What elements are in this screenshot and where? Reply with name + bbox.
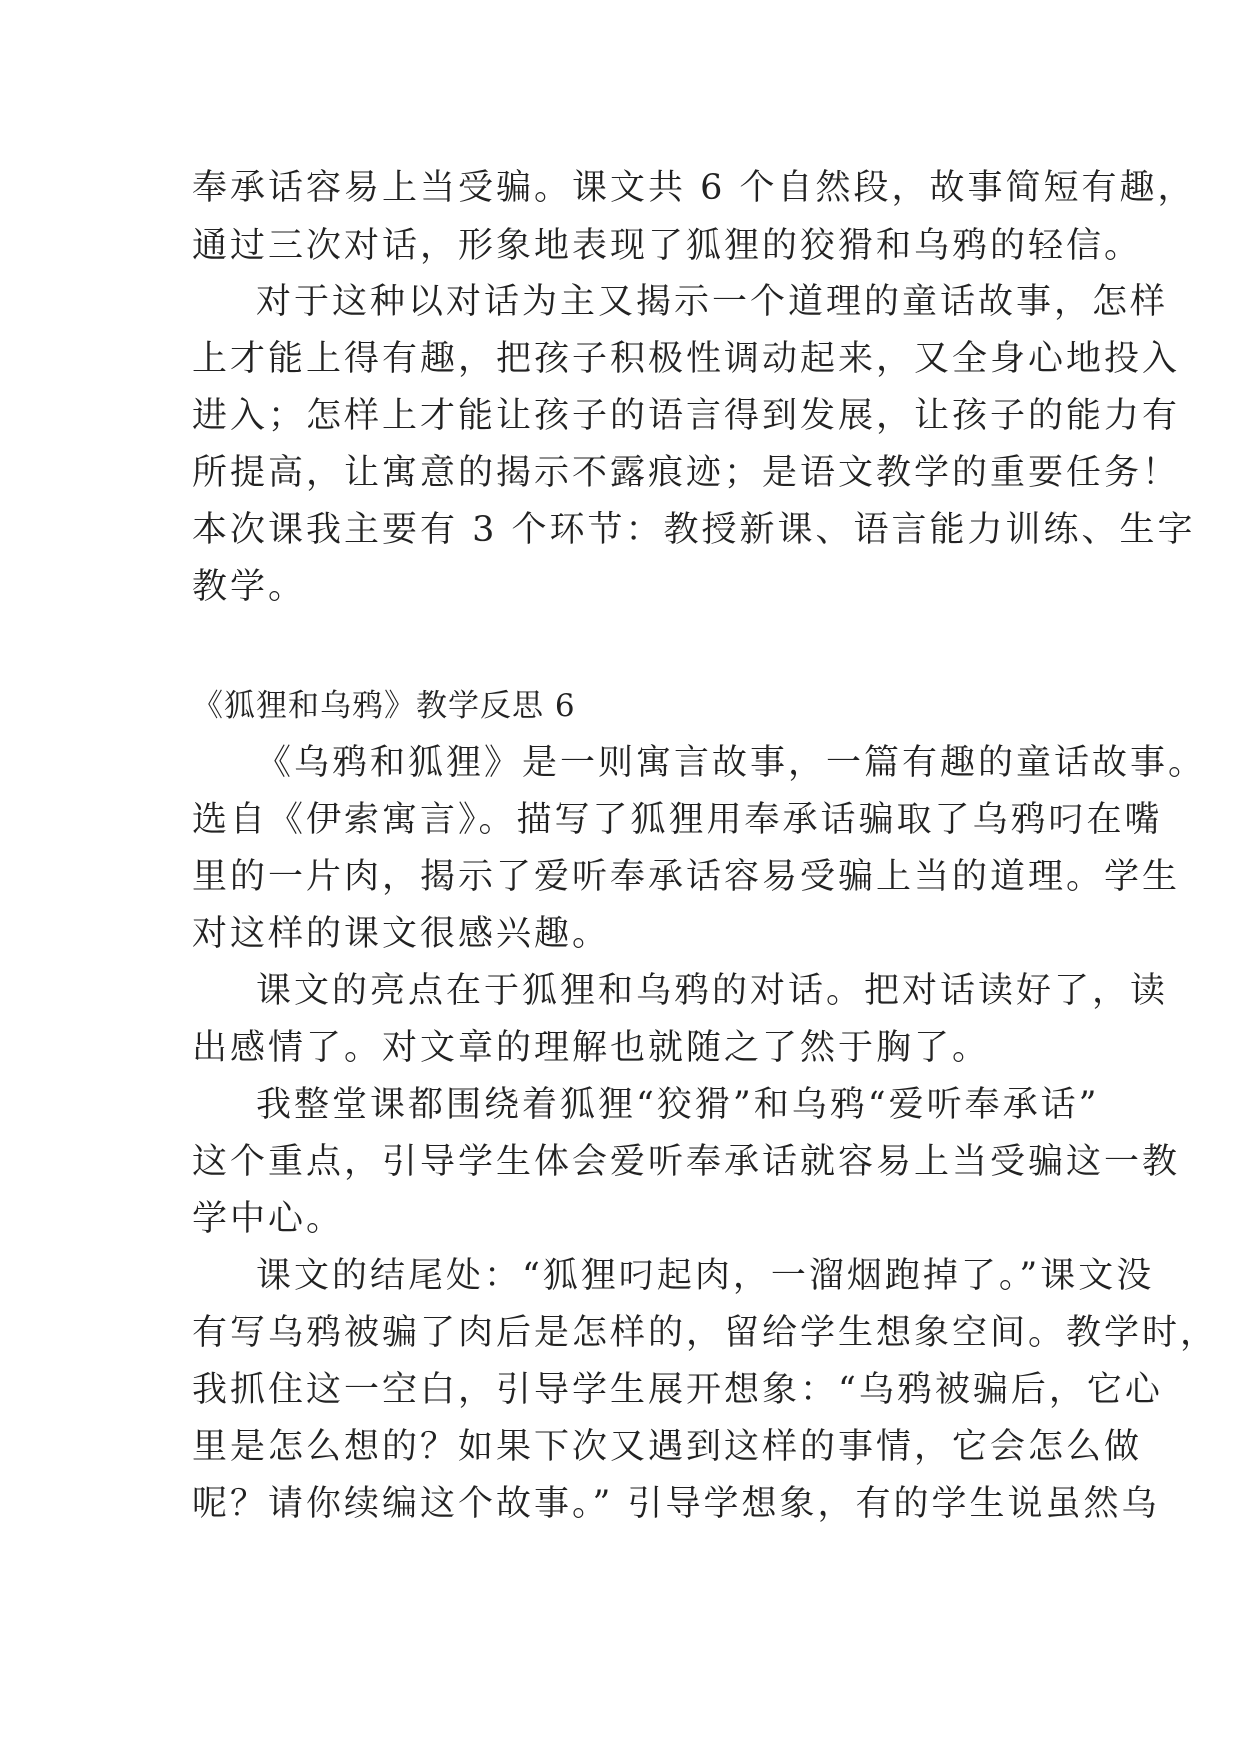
paragraph-3-line-2: 选自《伊索寓言》。描写了狐狸用奉承话骗取了乌鸦叼在嘴 <box>192 800 1163 840</box>
paragraph-5-line-2: 这个重点，引导学生体会爱听奉承话就容易上当受骗这一教 <box>192 1142 1181 1182</box>
paragraph-3-line-3: 里的一片肉，揭示了爱听奉承话容易受骗上当的道理。学生 <box>192 857 1181 897</box>
paragraph-4-line-2: 出感情了。对文章的理解也就随之了然于胸了。 <box>192 1028 991 1068</box>
paragraph-1-line-2: 通过三次对话，形象地表现了狐狸的狡猾和乌鸦的轻信。 <box>192 226 1143 266</box>
section-title: 《狐狸和乌鸦》教学反思 6 <box>192 688 576 724</box>
paragraph-6-line-1: 课文的结尾处：“狐狸叼起肉，一溜烟跑掉了。”课文没 <box>256 1256 1155 1296</box>
paragraph-2-line-4: 所提高，让寓意的揭示不露痕迹；是语文教学的重要任务！ <box>192 453 1181 493</box>
paragraph-3-line-1: 《乌鸦和狐狸》是一则寓言故事，一篇有趣的童话故事。 <box>256 743 1207 783</box>
paragraph-6-line-4: 里是怎么想的？如果下次又遇到这样的事情，它会怎么做 <box>192 1427 1143 1467</box>
paragraph-2-line-1: 对于这种以对话为主又揭示一个道理的童话故事，怎样 <box>256 282 1169 322</box>
paragraph-5-line-3: 学中心。 <box>192 1199 345 1239</box>
paragraph-6-line-3: 我抓住这一空白，引导学生展开想象：“乌鸦被骗后，它心 <box>192 1370 1163 1410</box>
paragraph-2-line-6: 教学。 <box>192 567 307 607</box>
paragraph-3-line-4: 对这样的课文很感兴趣。 <box>192 914 611 954</box>
paragraph-6-line-5: 呢？请你续编这个故事。” 引导学想象，有的学生说虽然乌 <box>192 1484 1160 1524</box>
paragraph-5-line-1: 我整堂课都围绕着狐狸“狡猾”和乌鸦“爱听奉承话” <box>256 1085 1100 1125</box>
paragraph-1-line-1: 奉承话容易上当受骗。课文共 6 个自然段，故事简短有趣， <box>192 168 1196 208</box>
paragraph-2-line-5: 本次课我主要有 3 个环节：教授新课、语言能力训练、生字 <box>192 510 1196 550</box>
paragraph-4-line-1: 课文的亮点在于狐狸和乌鸦的对话。把对话读好了，读 <box>256 971 1169 1011</box>
paragraph-6-line-2: 有写乌鸦被骗了肉后是怎样的，留给学生想象空间。教学时， <box>192 1313 1219 1353</box>
paragraph-2-line-2: 上才能上得有趣，把孩子积极性调动起来，又全身心地投入 <box>192 339 1181 379</box>
paragraph-2-line-3: 进入；怎样上才能让孩子的语言得到发展，让孩子的能力有 <box>192 396 1181 436</box>
